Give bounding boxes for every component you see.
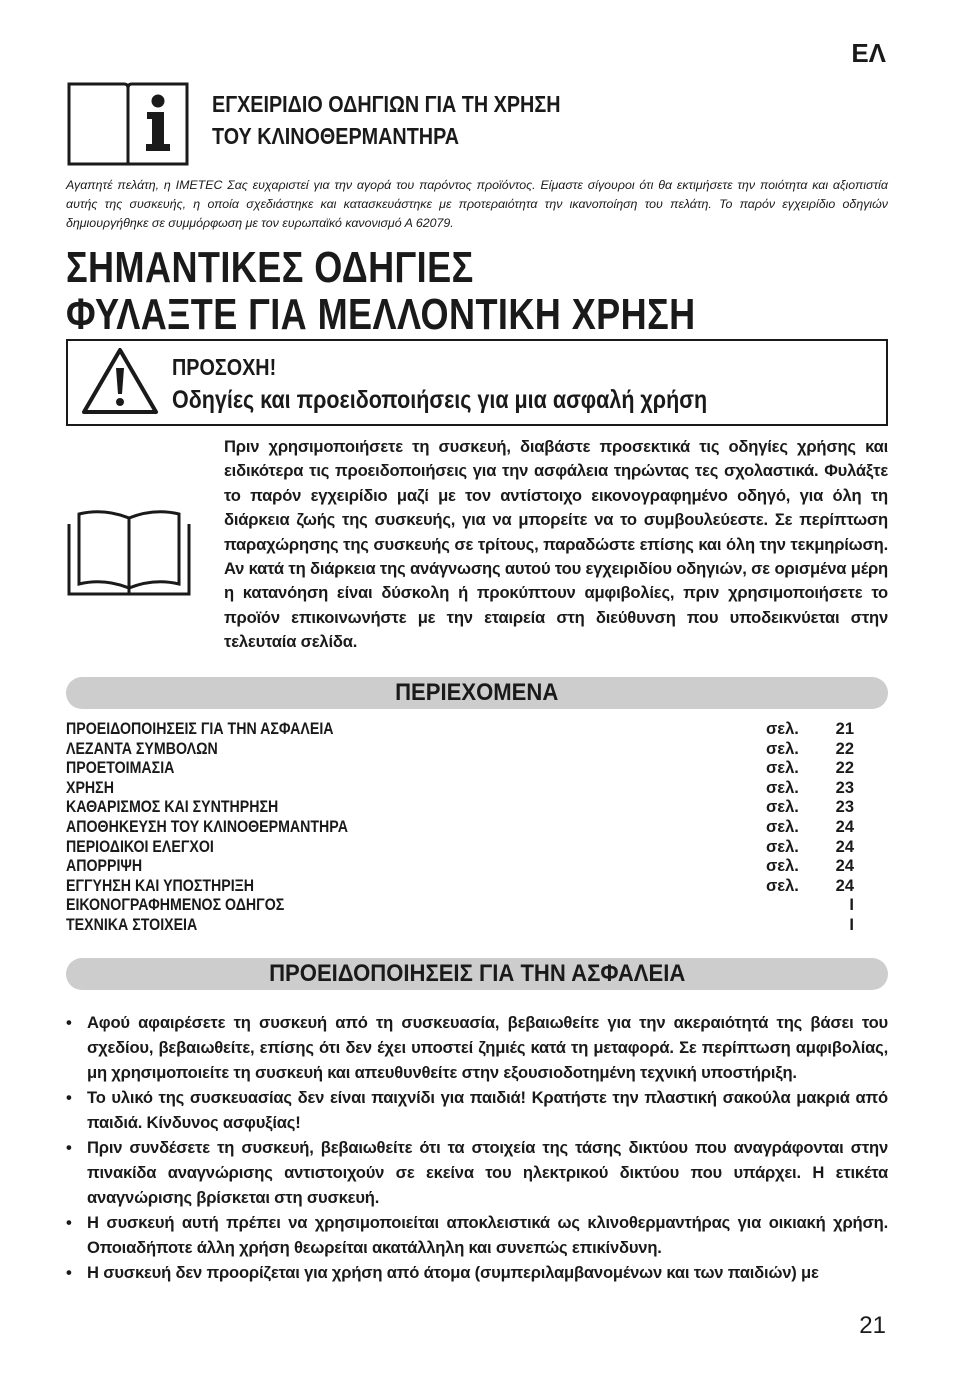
language-code: ΕΛ [851, 38, 886, 68]
toc-entry-page-prefix: σελ. [766, 759, 799, 778]
warning-subheading: Οδηγίες και προειδοποιήσεις για μια ασφαλή χρήση [172, 386, 708, 414]
toc-entry [66, 798, 856, 818]
toc-entry-label: ΧΡΗΣΗ [66, 778, 114, 797]
important-instructions-title [66, 244, 696, 338]
toc-entry-page-number: 22 [835, 759, 854, 778]
safety-bullet-item: • Πριν συνδέσετε τη συσκευή, βεβαιωθείτε ότι τα στοιχεία της τάσης δικτύου που αναγράφονται στην πινακίδα αναγνώρισης αντιστοιχούν σε εκείνα του ηλεκτρικού δικτύου που υπάρχει. Η ετικέτα αναγνώρισης βρίσκεται στη συσκευή. [66, 1135, 888, 1210]
toc-entry-label: ΠΡΟΕΤΟΙΜΑΣΙΑ [66, 759, 175, 778]
toc-entry-label: ΚΑΘΑΡΙΣΜΟΣ ΚΑΙ ΣΥΝΤΗΡΗΣΗ [66, 798, 279, 817]
safety-bullet-item: • Αφού αφαιρέσετε τη συσκευή από τη συσκευασία, βεβαιωθείτε για την ακεραιότητά της βάσει του σχεδίου, βεβαιωθείτε, επίσης ότι δεν έχει υποστεί ζημιές κατά τη μεταφορά. Σε περίπτωση αμφιβολίας, μη χρησιμοποιείτε τη συσκευή και απευθυνθείτε στην εξουσιοδοτημένη τεχνική υποστήριξη. [66, 1010, 888, 1085]
intro-paragraph: Αγαπητέ πελάτη, η IMETEC Σας ευχαριστεί για την αγορά του παρόντος προϊόντος. Είμαστε σίγουροι ότι θα εκτιμήσετε την ποιότητα και αξιοπιστία αυτής της συσκευής, η οποία σχεδιάστηκε και κατασκευάστηκε με προτεραιότητα την ικανοποίηση του πελάτη. Το παρόν εγχειρίδιο οδηγιών δημιουργήθηκε σε συμμόρφωση με τον ευρωπαϊκό κανονισμό Α 62079. [66, 178, 888, 230]
toc-entry [66, 740, 856, 760]
safety-bullet-item: • Το υλικό της συσκευασίας δεν είναι παιχνίδι για παιδιά! Κρατήστε την πλαστική σακούλα μακριά από παιδιά. Κίνδυνος ασφυξίας! [66, 1085, 888, 1135]
toc-entry [66, 838, 856, 858]
safety-bullet-item: • Η συσκευή αυτή πρέπει να χρησιμοποιείται αποκλειστικά ως κλινοθερμαντήρας για οικιακή χρήση. Οποιαδήποτε άλλη χρήση θεωρείται ακατάλληλη και συνεπώς επικίνδυνη. [66, 1210, 888, 1260]
toc-entry-label: ΑΠΟΡΡΙΨΗ [66, 857, 143, 876]
toc-entry-label: ΠΡΟΕΙΔΟΠΟΙΗΣΕΙΣ ΓΙΑ ΤΗΝ ΑΣΦΑΛΕΙΑ [66, 720, 334, 738]
toc-entry-page-number: 24 [835, 857, 854, 876]
big-title-line-1: ΣΗΜΑΝΤΙΚΕΣ ΟΔΗΓΙΕΣ [66, 243, 474, 292]
table-of-contents [66, 720, 856, 936]
manual-title-line-1: ΕΓΧΕΙΡΙΔΙΟ ΟΔΗΓΙΩΝ ΓΙΑ ΤΗ ΧΡΗΣΗ [212, 91, 561, 117]
toc-entry-page-number: 23 [835, 798, 854, 817]
open-book-icon [66, 508, 192, 598]
toc-entry-label: ΠΕΡΙΟΔΙΚΟΙ ΕΛΕΓΧΟΙ [66, 837, 214, 856]
toc-entry-label: ΕΙΚΟΝΟΓΡΑΦΗΜΕΝΟΣ ΟΔΗΓΟΣ [66, 896, 285, 915]
toc-entry-page-number: 21 [835, 720, 854, 738]
safety-heading-band [66, 958, 888, 990]
manual-title-line-2: ΤΟΥ ΚΛΙΝΟΘΕΡΜΑΝΤΗΡΑ [212, 123, 460, 149]
toc-entry-page-number: I [849, 896, 854, 915]
toc-entry-page-prefix: σελ. [766, 720, 799, 738]
toc-entry-page-prefix: σελ. [766, 778, 799, 797]
warning-heading: ΠΡΟΣΟΧΗ! [172, 354, 277, 380]
safety-bullet-item: • Η συσκευή δεν προορίζεται για χρήση από άτομα (συμπεριλαμβανομένων και των παιδιών) με [66, 1260, 888, 1285]
big-title-line-2: ΦΥΛΑΞΤΕ ΓΙΑ ΜΕΛΛΟΝΤΙΚΗ ΧΡΗΣΗ [66, 290, 696, 339]
toc-heading: ΠΕΡΙΕΧΟΜΕΝΑ [395, 679, 559, 706]
toc-entry-page-number: 22 [835, 739, 854, 758]
toc-entry-label: ΕΓΓΥΗΣΗ ΚΑΙ ΥΠΟΣΤΗΡΙΞΗ [66, 876, 255, 895]
toc-entry-page-prefix: σελ. [766, 857, 799, 876]
toc-entry-page-prefix: σελ. [766, 837, 799, 856]
toc-entry-page-number: 24 [835, 837, 854, 856]
toc-entry-page-number: 24 [835, 876, 854, 895]
toc-entry [66, 759, 856, 779]
toc-entry-label: ΤΕΧΝΙΚΑ ΣΤΟΙΧΕΙΑ [66, 915, 198, 934]
toc-entry-page-number: I [849, 915, 854, 934]
page-number: 21 [859, 1312, 886, 1339]
toc-heading-band [66, 677, 888, 709]
toc-entry-page-prefix: σελ. [766, 798, 799, 817]
read-instructions-paragraph: Πριν χρησιμοποιήσετε τη συσκευή, διαβάστε προσεκτικά τις οδηγίες χρήσης και ειδικότερα τις προειδοποιήσεις για την ασφάλεια τηρώντας τες σχολαστικά. Φυλάξτε το παρόν εγχειρίδιο μαζί με τον αντίστοιχο εικονογραφημένο οδηγό, για όλη τη διάρκεια ζωής της συσκευής, για να μπορείτε να το συμβουλεύεστε. Σε περίπτωση παραχώρησης της συσκευής σε τρίτους, παραδώστε επίσης και όλη την τεκμηρίωση. Αν κατά τη διάρκεια της ανάγνωσης αυτού του εγχειριδίου οδηγιών, σε ορισμένα μέρη η κατανόηση είναι δύσκολη ή προκύπτουν αμφιβολίες, πριν χρησιμοποιήσετε το προϊόν επικοινωνήστε με την εταιρεία στη διεύθυνση που υποδεικνύεται στην τελευταία σελίδα. [224, 437, 888, 652]
toc-entry-page-number: 23 [835, 778, 854, 797]
toc-entry-page-prefix: σελ. [766, 876, 799, 895]
safety-bullet-list [66, 1010, 888, 1285]
safety-heading: ΠΡΟΕΙΔΟΠΟΙΗΣΕΙΣ ΓΙΑ ΤΗΝ ΑΣΦΑΛΕΙΑ [268, 960, 686, 987]
toc-entry [66, 720, 856, 740]
toc-entry [66, 896, 856, 916]
toc-entry-label: ΑΠΟΘΗΚΕΥΣΗ ΤΟΥ ΚΛΙΝΟΘΕΡΜΑΝΤΗΡΑ [66, 817, 348, 836]
toc-entry [66, 818, 856, 838]
info-manual-icon [66, 80, 190, 168]
toc-entry-label: ΛΕΖΑΝΤΑ ΣΥΜΒΟΛΩΝ [66, 739, 218, 758]
warning-triangle-icon [80, 346, 160, 416]
toc-entry-page-number: 24 [835, 817, 854, 836]
toc-entry [66, 916, 856, 936]
toc-entry [66, 779, 856, 799]
toc-entry [66, 857, 856, 877]
toc-entry [66, 877, 856, 897]
manual-title [212, 88, 560, 152]
toc-entry-page-prefix: σελ. [766, 739, 799, 758]
toc-entry-page-prefix: σελ. [766, 817, 799, 836]
